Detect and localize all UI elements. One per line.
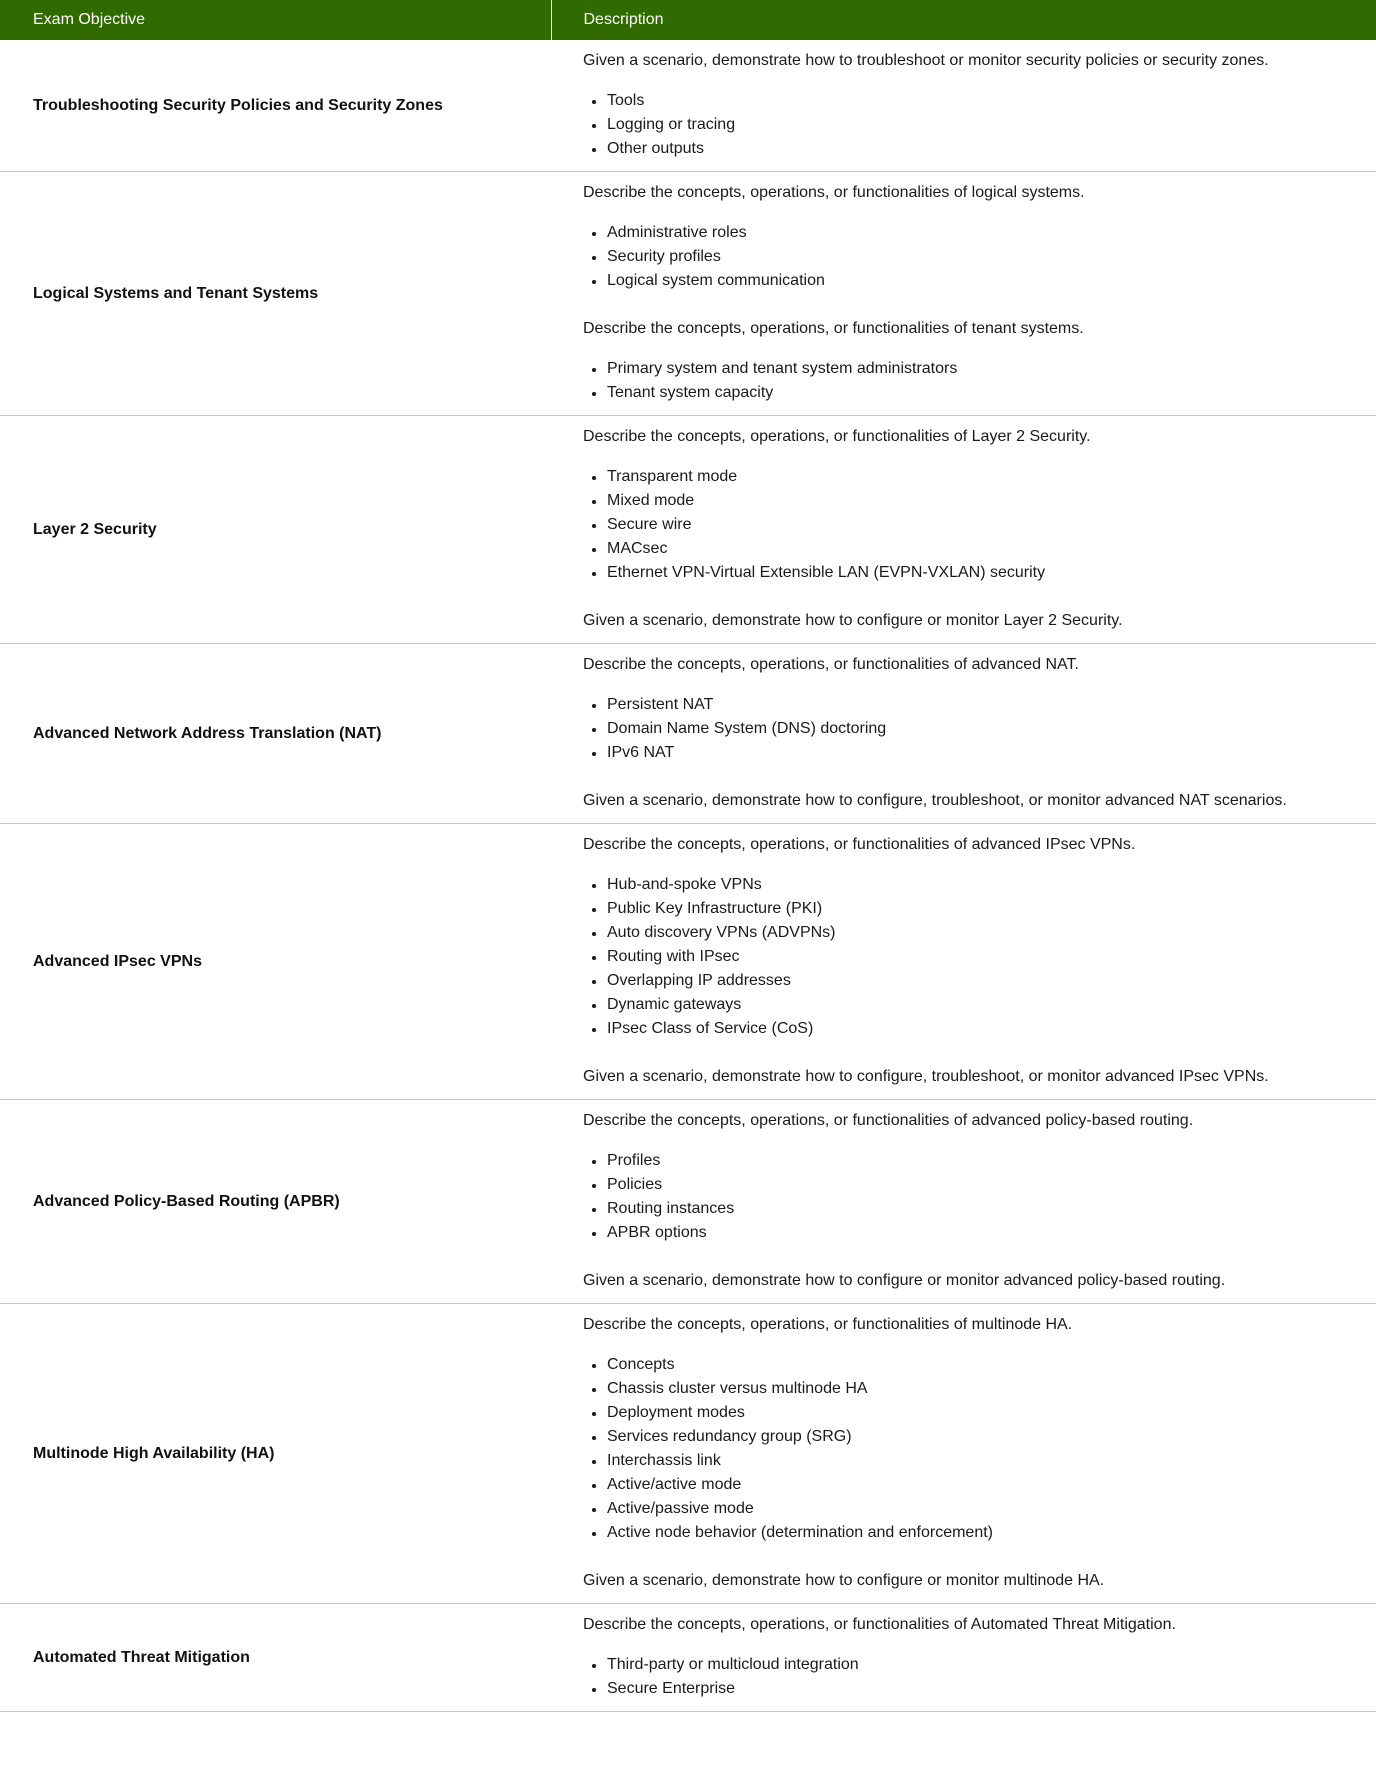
bullet-item: Hub-and-spoke VPNs <box>607 873 1356 897</box>
table-row <box>0 1604 1376 1712</box>
bullet-item: Secure wire <box>607 513 1356 537</box>
bullet-list <box>583 221 1356 293</box>
bullet-item: IPsec Class of Service (CoS) <box>607 1017 1356 1041</box>
description-text: Describe the concepts, operations, or functionalities of advanced NAT. <box>583 656 1079 673</box>
bullet-item: Active node behavior (determination and enforcement) <box>607 1521 1356 1545</box>
description-block <box>583 833 1356 1041</box>
bullet-item: Logical system communication <box>607 269 1356 293</box>
description-cell <box>551 824 1376 1100</box>
description-cell <box>551 1604 1376 1712</box>
description-block <box>583 49 1356 161</box>
bullet-item: Concepts <box>607 1353 1356 1377</box>
bullet-item: Domain Name System (DNS) doctoring <box>607 717 1356 741</box>
bullet-list <box>583 465 1356 585</box>
exam-objective-cell: Advanced Network Address Translation (NAT) <box>33 724 382 742</box>
description-block <box>583 1269 1356 1293</box>
bullet-item: Policies <box>607 1173 1356 1197</box>
bullet-item: Secure Enterprise <box>607 1677 1356 1701</box>
bullet-item: APBR options <box>607 1221 1356 1245</box>
description-cell <box>551 40 1376 172</box>
bullet-list <box>583 357 1356 405</box>
bullet-list <box>583 1149 1356 1245</box>
bullet-list <box>583 1353 1356 1545</box>
description-text: Describe the concepts, operations, or functionalities of tenant systems. <box>583 320 1084 337</box>
column-header-description: Description <box>551 0 1376 40</box>
bullet-item: IPv6 NAT <box>607 741 1356 765</box>
bullet-item: Routing instances <box>607 1197 1356 1221</box>
description-text: Describe the concepts, operations, or functionalities of advanced IPsec VPNs. <box>583 836 1136 853</box>
bullet-item: Interchassis link <box>607 1449 1356 1473</box>
description-block <box>583 653 1356 765</box>
description-text: Given a scenario, demonstrate how to configure, troubleshoot, or monitor advanced NAT scenarios. <box>583 792 1287 809</box>
bullet-item: Primary system and tenant system administrators <box>607 357 1356 381</box>
description-text: Describe the concepts, operations, or functionalities of Automated Threat Mitigation. <box>583 1616 1176 1633</box>
bullet-item: Deployment modes <box>607 1401 1356 1425</box>
description-text: Given a scenario, demonstrate how to configure or monitor advanced policy-based routing. <box>583 1272 1226 1289</box>
bullet-item: Other outputs <box>607 137 1356 161</box>
bullet-item: Active/active mode <box>607 1473 1356 1497</box>
description-block <box>583 1569 1356 1593</box>
bullet-item: Services redundancy group (SRG) <box>607 1425 1356 1449</box>
description-block <box>583 609 1356 633</box>
description-text: Describe the concepts, operations, or functionalities of logical systems. <box>583 184 1085 201</box>
description-block <box>583 1313 1356 1545</box>
description-block <box>583 181 1356 293</box>
bullet-list <box>583 873 1356 1041</box>
exam-objective-cell: Layer 2 Security <box>33 520 157 538</box>
bullet-item: Tools <box>607 89 1356 113</box>
bullet-item: Ethernet VPN-Virtual Extensible LAN (EVPN-VXLAN) security <box>607 561 1356 585</box>
table-row <box>0 1304 1376 1604</box>
description-cell <box>551 1100 1376 1304</box>
bullet-item: Tenant system capacity <box>607 381 1356 405</box>
bullet-list <box>583 1653 1356 1701</box>
bullet-item: Transparent mode <box>607 465 1356 489</box>
description-cell <box>551 416 1376 644</box>
exam-objective-cell: Logical Systems and Tenant Systems <box>33 284 319 302</box>
exam-objective-cell: Advanced Policy-Based Routing (APBR) <box>33 1192 340 1210</box>
bullet-item: Dynamic gateways <box>607 993 1356 1017</box>
description-block <box>583 317 1356 405</box>
table-row <box>0 824 1376 1100</box>
bullet-item: Persistent NAT <box>607 693 1356 717</box>
table-header <box>0 0 1376 40</box>
bullet-list <box>583 693 1356 765</box>
table-row <box>0 40 1376 172</box>
exam-objective-cell: Troubleshooting Security Policies and Security Zones <box>33 96 443 114</box>
bullet-item: Administrative roles <box>607 221 1356 245</box>
bullet-item: Profiles <box>607 1149 1356 1173</box>
bullet-list <box>583 89 1356 161</box>
bullet-item: Auto discovery VPNs (ADVPNs) <box>607 921 1356 945</box>
bullet-item: Security profiles <box>607 245 1356 269</box>
table-body <box>0 40 1376 1712</box>
bullet-item: Chassis cluster versus multinode HA <box>607 1377 1356 1401</box>
description-text: Given a scenario, demonstrate how to configure, troubleshoot, or monitor advanced IPsec VPNs. <box>583 1068 1269 1085</box>
description-text: Given a scenario, demonstrate how to configure or monitor multinode HA. <box>583 1572 1105 1589</box>
description-cell <box>551 644 1376 824</box>
bullet-item: Third-party or multicloud integration <box>607 1653 1356 1677</box>
description-cell <box>551 1304 1376 1604</box>
exam-objective-cell: Automated Threat Mitigation <box>33 1648 250 1666</box>
description-text: Describe the concepts, operations, or functionalities of multinode HA. <box>583 1316 1073 1333</box>
bullet-item: Overlapping IP addresses <box>607 969 1356 993</box>
bullet-item: Routing with IPsec <box>607 945 1356 969</box>
exam-objective-cell: Multinode High Availability (HA) <box>33 1444 275 1462</box>
table-row <box>0 1100 1376 1304</box>
bullet-item: Active/passive mode <box>607 1497 1356 1521</box>
table-row <box>0 644 1376 824</box>
description-block <box>583 789 1356 813</box>
bullet-item: Public Key Infrastructure (PKI) <box>607 897 1356 921</box>
description-text: Describe the concepts, operations, or functionalities of advanced policy-based routing. <box>583 1112 1194 1129</box>
header-row <box>0 0 1376 40</box>
description-block <box>583 1613 1356 1701</box>
description-block <box>583 1065 1356 1089</box>
description-text: Given a scenario, demonstrate how to troubleshoot or monitor security policies or security zones. <box>583 52 1269 69</box>
description-cell <box>551 172 1376 416</box>
table-row <box>0 172 1376 416</box>
column-header-objective: Exam Objective <box>0 0 551 40</box>
description-text: Describe the concepts, operations, or functionalities of Layer 2 Security. <box>583 428 1091 445</box>
bullet-item: MACsec <box>607 537 1356 561</box>
bullet-item: Logging or tracing <box>607 113 1356 137</box>
table-row <box>0 416 1376 644</box>
exam-objective-cell: Advanced IPsec VPNs <box>33 952 202 970</box>
description-block <box>583 425 1356 585</box>
bullet-item: Mixed mode <box>607 489 1356 513</box>
description-block <box>583 1109 1356 1245</box>
description-text: Given a scenario, demonstrate how to configure or monitor Layer 2 Security. <box>583 612 1123 629</box>
